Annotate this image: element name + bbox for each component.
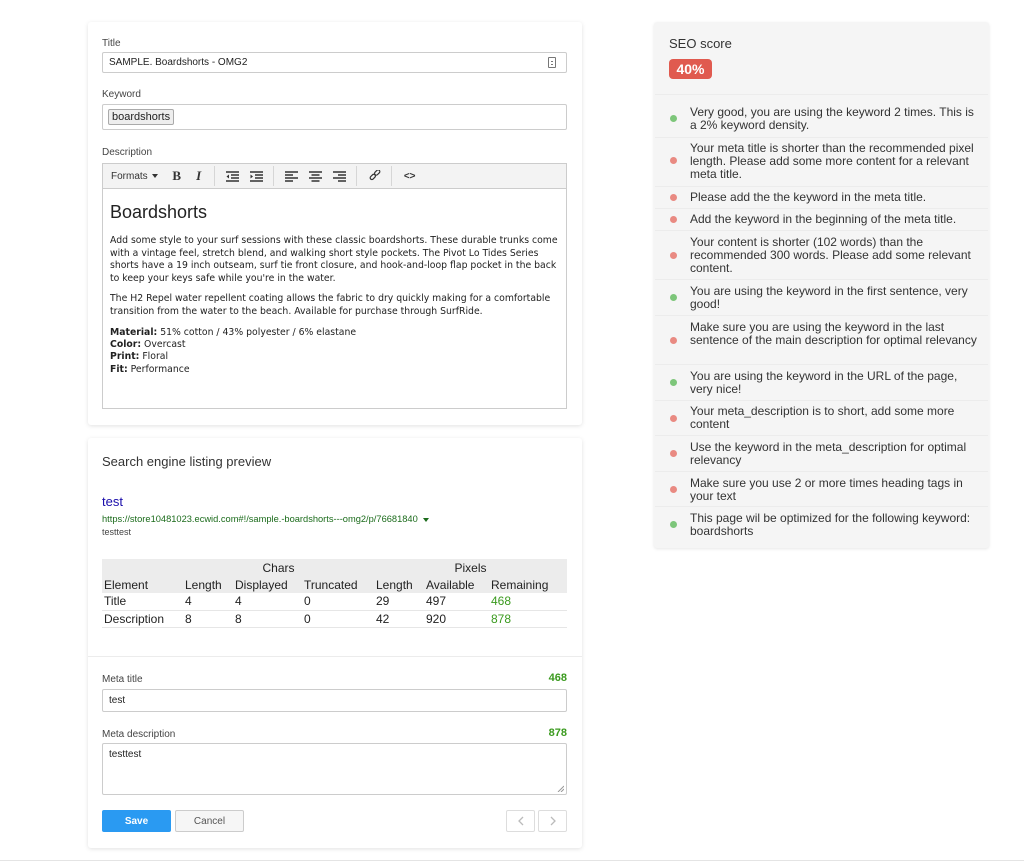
spec-key: Color: (110, 338, 142, 350)
spec-key: Print: (110, 351, 140, 363)
table-cell: 497 (426, 594, 447, 609)
align-center-button[interactable] (308, 166, 324, 186)
caret-down-icon (152, 174, 158, 178)
status-dot-good (670, 521, 677, 528)
spec-value: Performance (127, 363, 190, 375)
align-left-button[interactable] (284, 166, 300, 186)
seo-divider (655, 471, 988, 472)
table-cell: 8 (185, 611, 192, 626)
align-center-icon (309, 171, 322, 182)
spec-value: Floral (139, 351, 169, 363)
meta-title-label: Meta title (102, 674, 143, 685)
spec-line (110, 364, 559, 376)
spec-value: Overcast (141, 338, 186, 350)
table-cell: 29 (376, 594, 390, 609)
seo-check-text: Your content is shorter (102 words) than the recommended 300 words. Please add some relevant content. (690, 235, 971, 275)
column-header: Length (374, 576, 424, 593)
chevron-left-icon (518, 816, 524, 826)
editor-paragraph: The H2 Repel water repellent coating allows the fabric to dry quickly making for a comfortable transition from the water to the beach. Available for purchase through SurfRide. (110, 293, 551, 317)
title-input[interactable] (102, 52, 567, 73)
table-cell: 920 (426, 611, 447, 626)
column-header: Remaining (489, 576, 567, 593)
seo-check-text: Make sure you use 2 or more times heading tags in your text (690, 476, 963, 503)
spec-line (110, 339, 559, 351)
preview-heading: Search engine listing preview (102, 454, 272, 469)
seo-divider (655, 94, 988, 95)
table-header-row (102, 576, 567, 593)
table-cell-remaining: 468 (491, 594, 512, 609)
status-dot-bad (670, 157, 677, 164)
source-code-button[interactable] (402, 166, 418, 186)
status-dot-bad (670, 450, 677, 457)
outdent-icon (226, 171, 239, 182)
editor-heading: Boardshorts (110, 202, 208, 222)
bold-button[interactable] (170, 166, 184, 186)
seo-divider (655, 364, 988, 365)
seo-check-text: You are using the keyword in the first sentence, very good! (690, 284, 968, 311)
table-cell: 4 (235, 594, 242, 609)
preview-url-text: https://store10481023.ecwid.com#!/sample.-boardshorts---omg2/p/76681840 (102, 514, 418, 524)
seo-check-text: Your meta title is shorter than the recommended pixel length. Please add some more content for a relevant meta title. (690, 141, 974, 181)
title-input-value: SAMPLE. Boardshorts - OMG2 (109, 57, 248, 68)
table-cell: 0 (304, 594, 311, 609)
seo-check-text: You are using the keyword in the URL of the page, very nice! (690, 369, 958, 396)
meta-title-value: test (109, 695, 126, 706)
seo-divider (655, 279, 988, 280)
seo-divider (655, 315, 988, 316)
status-dot-bad (670, 486, 677, 493)
page-bottom-border (0, 860, 1024, 861)
preview-snippet: testtest (102, 527, 132, 537)
toolbar-divider (214, 166, 215, 186)
seo-score-badge: 40% (669, 59, 712, 79)
align-right-icon (333, 171, 346, 182)
formats-dropdown[interactable] (111, 166, 158, 186)
spec-key: Material: (110, 326, 158, 338)
contact-card-icon[interactable] (548, 57, 556, 68)
status-dot-bad (670, 194, 677, 201)
toolbar-divider (391, 166, 392, 186)
table-cell: 42 (376, 611, 390, 626)
description-editor[interactable] (102, 188, 567, 409)
status-dot-bad (670, 252, 677, 259)
title-label: Title (102, 38, 121, 49)
seo-check-text: Very good, you are using the keyword 2 times. This is a 2% keyword density. (690, 105, 974, 132)
seo-divider (655, 506, 988, 507)
column-header: Length (183, 576, 233, 593)
caret-down-icon (423, 518, 429, 522)
seo-check-text: This page wil be optimized for the following keyword: boardshorts (690, 511, 971, 538)
editor-toolbar (102, 163, 567, 189)
spec-key: Fit: (110, 363, 128, 375)
column-header: Element (102, 576, 183, 593)
status-dot-good (670, 379, 677, 386)
prev-page-button[interactable] (506, 810, 535, 832)
length-table (102, 559, 567, 628)
meta-description-textarea[interactable] (102, 743, 567, 795)
meta-description-value: testtest (109, 749, 142, 760)
toolbar-divider (356, 166, 357, 186)
keyword-label: Keyword (102, 89, 141, 100)
table-cell-remaining: 878 (491, 611, 512, 626)
seo-check-text: Add the keyword in the beginning of the meta title. (690, 212, 957, 226)
chevron-right-icon (550, 816, 556, 826)
save-button-label: Save (124, 815, 149, 827)
preview-url[interactable] (102, 514, 429, 524)
column-header: Truncated (302, 576, 374, 593)
link-button[interactable] (367, 166, 383, 186)
meta-title-input[interactable] (102, 689, 567, 712)
seo-divider (655, 435, 988, 436)
table-cell: 8 (235, 611, 242, 626)
editor-paragraph: Add some style to your surf sessions with these classic boardshorts. These durable trunks come with a vintage feel, stretch blend, and walking short style pockets. The Pivot Lo Tides Series shorts have a 19 inch outseam, surf tie front closure, and hook-and-loop flap pocket in the back to keep your keys safe while you're in the water. (110, 235, 558, 284)
seo-check-text: Your meta_description is to short, add some more content (690, 404, 955, 431)
seo-check-text: Use the keyword in the meta_description for optimal relevancy (690, 440, 967, 467)
keyword-tag[interactable]: boardshorts (108, 109, 174, 125)
status-dot-bad (670, 216, 677, 223)
meta-title-count: 468 (548, 672, 567, 684)
seo-divider (655, 137, 988, 138)
status-dot-good (670, 294, 677, 301)
description-label: Description (102, 147, 153, 158)
seo-divider (655, 208, 988, 209)
spec-line (110, 327, 559, 339)
group-chars: Chars (183, 559, 374, 576)
seo-divider (655, 400, 988, 401)
next-page-button[interactable] (538, 810, 567, 832)
seo-check-text: Please add the the keyword in the meta title. (690, 190, 927, 204)
status-dot-good (670, 115, 677, 122)
save-button[interactable] (102, 810, 171, 832)
indent-icon (250, 171, 263, 182)
resize-handle-icon[interactable] (557, 785, 564, 792)
cancel-button[interactable] (175, 810, 244, 832)
section-divider (88, 656, 582, 657)
cancel-button-label: Cancel (193, 815, 226, 827)
preview-link-title[interactable]: test (102, 494, 123, 509)
column-header: Displayed (233, 576, 302, 593)
status-dot-bad (670, 337, 677, 344)
outdent-button[interactable] (225, 166, 241, 186)
table-cell: 4 (185, 594, 192, 609)
spec-value: 51% cotton / 43% polyester / 6% elastane (157, 326, 357, 338)
bold-icon: B (172, 168, 181, 183)
table-group-row (102, 559, 567, 576)
align-right-button[interactable] (332, 166, 348, 186)
italic-icon: I (196, 168, 202, 183)
table-cell: Description (104, 611, 165, 626)
seo-divider (655, 186, 988, 187)
spec-line (110, 351, 559, 363)
status-dot-bad (670, 415, 677, 422)
seo-check-text: Make sure you are using the keyword in the last sentence of the main description for optimal relevancy (690, 320, 977, 347)
toolbar-divider (273, 166, 274, 186)
seo-score-title: SEO score (669, 36, 732, 51)
group-pixels: Pixels (374, 559, 567, 576)
keyword-input[interactable] (102, 104, 567, 130)
table-cell: Title (104, 594, 127, 609)
meta-description-label: Meta description (102, 729, 176, 740)
table-row (102, 593, 567, 610)
formats-label: Formats (111, 170, 148, 182)
table-cell: 0 (304, 611, 311, 626)
indent-button[interactable] (249, 166, 265, 186)
link-icon (369, 170, 381, 182)
seo-divider (655, 230, 988, 231)
meta-description-count: 878 (548, 727, 567, 739)
table-row (102, 610, 567, 627)
code-icon: <> (403, 170, 416, 182)
column-header: Available (424, 576, 489, 593)
italic-button[interactable] (192, 166, 206, 186)
align-left-icon (285, 171, 298, 182)
